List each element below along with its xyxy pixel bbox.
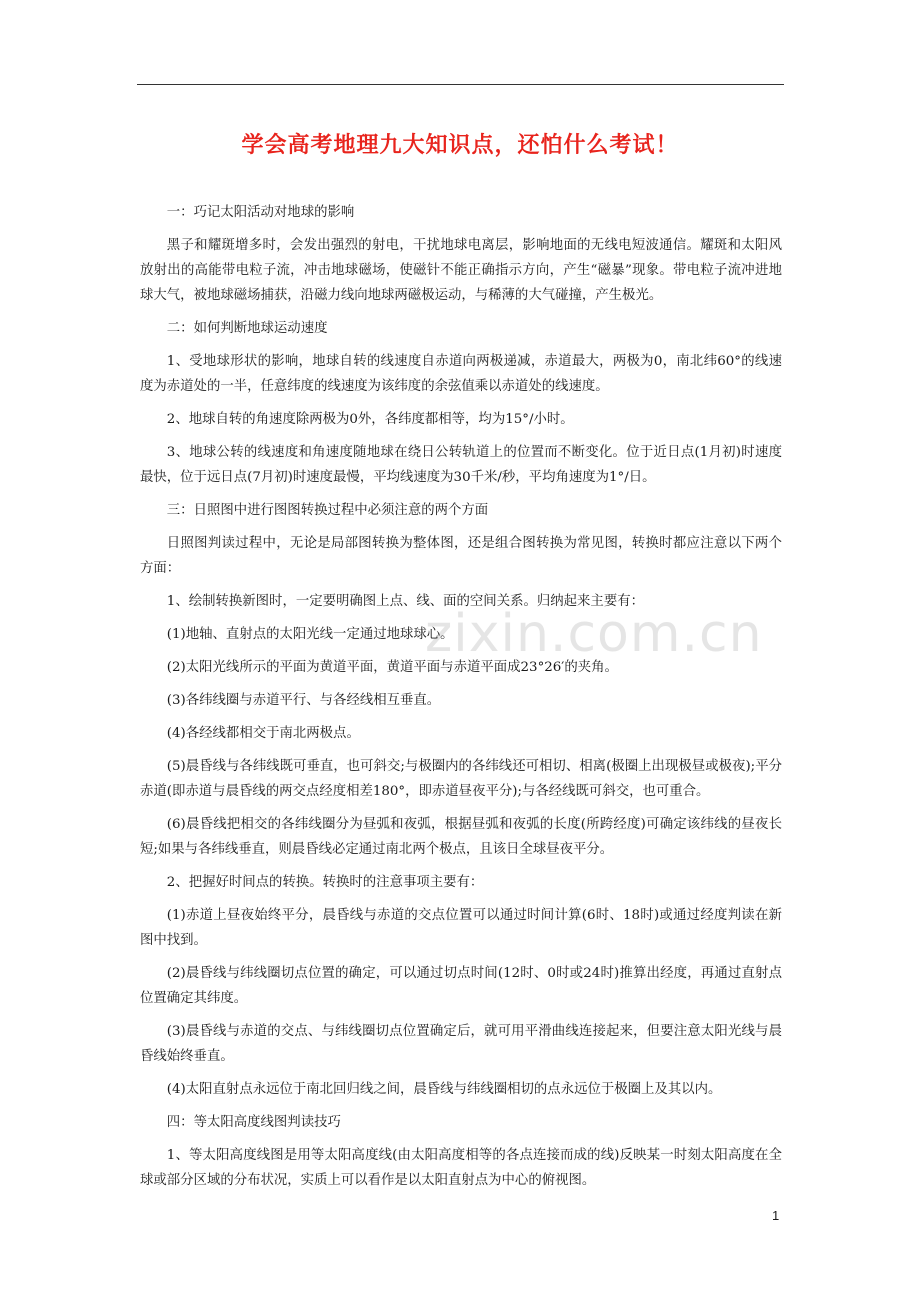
- list-item: (1)地轴、直射点的太阳光线一定通过地球球心。: [166, 627, 454, 642]
- page-number: 1: [772, 1208, 780, 1223]
- paragraph: 黑子和耀斑增多时，会发出强烈的射电，干扰地球电离层，影响地面的无线电短波通信。耀斑和太阳风放射出的高能带电粒子流，冲击地球磁场，使磁针不能正确指示方向，产生“磁暴”现象。带电粒子流冲进地球大气，被地球磁场捕获，沿磁力线向地球两磁极运动，与稀薄的大气碰撞，产生极光。: [140, 238, 782, 303]
- paragraph: 1、绘制转换新图时，一定要明确图上点、线、面的空间关系。归纳起来主要有：: [166, 594, 644, 609]
- section-heading-3: 三：日照图中进行图图转换过程中必须注意的两个方面: [166, 503, 489, 518]
- paragraph: 2、地球自转的角速度除两极为0外，各纬度都相等，均为15°/小时。: [166, 412, 574, 427]
- header-rule: [137, 84, 784, 85]
- list-item: (1)赤道上昼夜始终平分，晨昏线与赤道的交点位置可以通过时间计算(6时、18时)或通过经度判读在新图中找到。: [140, 908, 782, 948]
- document-body: [140, 200, 782, 1201]
- list-item: (2)太阳光线所示的平面为黄道平面，黄道平面与赤道平面成23°26′的夹角。: [166, 660, 618, 675]
- list-item: (2)晨昏线与纬线圈切点位置的确定，可以通过切点时间(12时、0时或24时)推算出经度，再通过直射点位置确定其纬度。: [140, 966, 782, 1006]
- list-item: (3)各纬线圈与赤道平行、与各经线相互垂直。: [166, 693, 441, 708]
- document-title: 学会高考地理九大知识点，还怕什么考试！: [241, 133, 679, 158]
- paragraph: 3、地球公转的线速度和角速度随地球在绕日公转轨道上的位置而不断变化。位于近日点(1月初)时速度最快，位于远日点(7月初)时速度最慢，平均线速度为30千米/秒，平均角速度为1°/日。: [140, 445, 782, 485]
- list-item: (3)晨昏线与赤道的交点、与纬线圈切点位置确定后，就可用平滑曲线连接起来，但要注意太阳光线与晨昏线始终垂直。: [140, 1024, 782, 1064]
- paragraph: 日照图判读过程中，无论是局部图转换为整体图，还是组合图转换为常见图，转换时都应注意以下两个方面：: [140, 536, 782, 576]
- paragraph: 2、把握好时间点的转换。转换时的注意事项主要有：: [166, 875, 484, 890]
- watermark: zixin.com.cn: [425, 604, 763, 664]
- list-item: (6)晨昏线把相交的各纬线圈分为昼弧和夜弧，根据昼弧和夜弧的长度(所跨经度)可确定该纬线的昼夜长短;如果与各纬线垂直，则晨昏线必定通过南北两个极点，且该日全球昼夜平分。: [140, 817, 782, 857]
- section-heading-1: 一：巧记太阳活动对地球的影响: [166, 205, 355, 220]
- section-heading-2: 二：如何判断地球运动速度: [166, 321, 328, 336]
- list-item: (5)晨昏线与各纬线既可垂直，也可斜交;与极圈内的各纬线还可相切、相离(极圈上出现极昼或极夜);平分赤道(即赤道与晨昏线的两交点经度相差180°，即赤道昼夜平分);与各经线既可斜交，也可重合。: [140, 759, 782, 799]
- paragraph: 1、受地球形状的影响，地球自转的线速度自赤道向两极递减，赤道最大，两极为0，南北纬60°的线速度为赤道处的一半，任意纬度的线速度为该纬度的余弦值乘以赤道处的线速度。: [140, 354, 782, 394]
- list-item: (4)太阳直射点永远位于南北回归线之间，晨昏线与纬线圈相切的点永远位于极圈上及其以内。: [166, 1082, 722, 1097]
- paragraph: 1、等太阳高度线图是用等太阳高度线(由太阳高度相等的各点连接而成的线)反映某一时刻太阳高度在全球或部分区域的分布状况，实质上可以看作是以太阳直射点为中心的俯视图。: [140, 1148, 782, 1188]
- list-item: (4)各经线都相交于南北两极点。: [166, 726, 360, 741]
- section-heading-4: 四：等太阳高度线图判读技巧: [166, 1115, 341, 1130]
